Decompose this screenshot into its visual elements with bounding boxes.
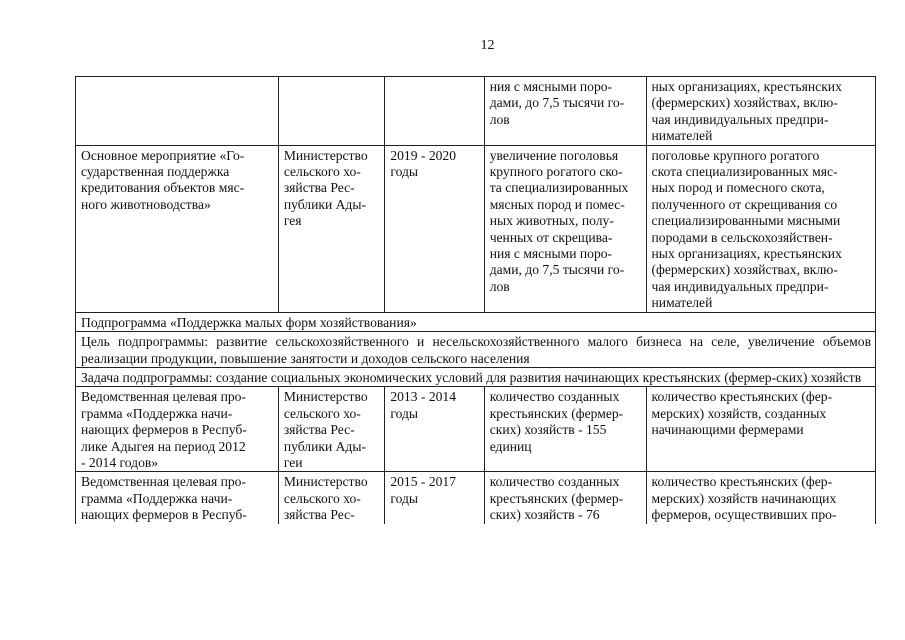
period-cell: 2013 - 2014 годы bbox=[385, 387, 484, 472]
executor-cell bbox=[278, 77, 385, 146]
table-row bbox=[76, 77, 876, 146]
executor-cell: Министерство сельского хо- зяйства Рес- публики Ады- геи bbox=[278, 387, 385, 472]
activity-cell bbox=[76, 77, 279, 146]
subprogram-goal: Цель подпрограммы: развитие сельскохозяйственного и несельскохозяйственного малого бизнеса на селе, увеличение объемов реализации продукции, повышение занятости и доходов сельского населения bbox=[76, 332, 876, 368]
result-cell: количество созданных крестьянских (фермер- ских) хозяйств - 76 bbox=[484, 472, 646, 524]
page-number: 12 bbox=[480, 38, 495, 53]
period-cell: 2015 - 2017 годы bbox=[385, 472, 484, 524]
indicator-cell: количество крестьянских (фер- мерских) хозяйств, созданных начинающими фермерами bbox=[646, 387, 875, 472]
result-cell: ния с мясными поро- дами, до 7,5 тысячи го- лов bbox=[484, 77, 646, 146]
activity-cell: Ведомственная целевая про- грамма «Поддержка начи- нающих фермеров в Респуб- bbox=[76, 472, 279, 524]
executor-cell: Министерство сельского хо- зяйства Рес- bbox=[278, 472, 385, 524]
indicator-cell: количество крестьянских (фер- мерских) хозяйств начинающих фермеров, осуществивших про- bbox=[646, 472, 875, 524]
result-cell: увеличение поголовья крупного рогатого ско- та специализированных мясных пород и помес- ных животных, полу- ченных от скрещива- ния с мясными поро- дами, до 7,5 тысячи го- лов bbox=[484, 145, 646, 312]
table-row bbox=[76, 145, 876, 312]
program-table bbox=[75, 76, 876, 524]
indicator-cell: ных организациях, крестьянских (фермерских) хозяйствах, вклю- чая индивидуальных предпри- нимателей bbox=[646, 77, 875, 146]
result-cell: количество созданных крестьянских (фермер- ских) хозяйств - 155 единиц bbox=[484, 387, 646, 472]
executor-cell: Министерство сельского хо- зяйства Рес- публики Ады- гея bbox=[278, 145, 385, 312]
indicator-cell: поголовье крупного рогатого скота специализированных мяс- ных пород и помесного скота, полученного от скрещивания со специализированными мясными породами в сельскохозяйствен- ных организациях, крестьянских (фермерских) хозяйствах, вклю- чая индивидуальных предпри- нимателей bbox=[646, 145, 875, 312]
period-cell: 2019 - 2020 годы bbox=[385, 145, 484, 312]
subprogram-task: Задача подпрограммы: создание социальных экономических условий для развития начинающих крестьянских (фермер-ских) хозяйств bbox=[76, 367, 876, 386]
activity-cell: Основное мероприятие «Го- сударственная поддержка кредитования объектов мяс- ного животноводства» bbox=[76, 145, 279, 312]
table-row bbox=[76, 367, 876, 386]
table-row bbox=[76, 472, 876, 524]
subprogram-title: Подпрограмма «Поддержка малых форм хозяйствования» bbox=[76, 312, 876, 331]
period-cell bbox=[385, 77, 484, 146]
activity-cell: Ведомственная целевая про- грамма «Поддержка начи- нающих фермеров в Респуб- лике Адыгея на период 2012 - 2014 годов» bbox=[76, 387, 279, 472]
table-row bbox=[76, 387, 876, 472]
table-row bbox=[76, 312, 876, 331]
table-row bbox=[76, 332, 876, 368]
